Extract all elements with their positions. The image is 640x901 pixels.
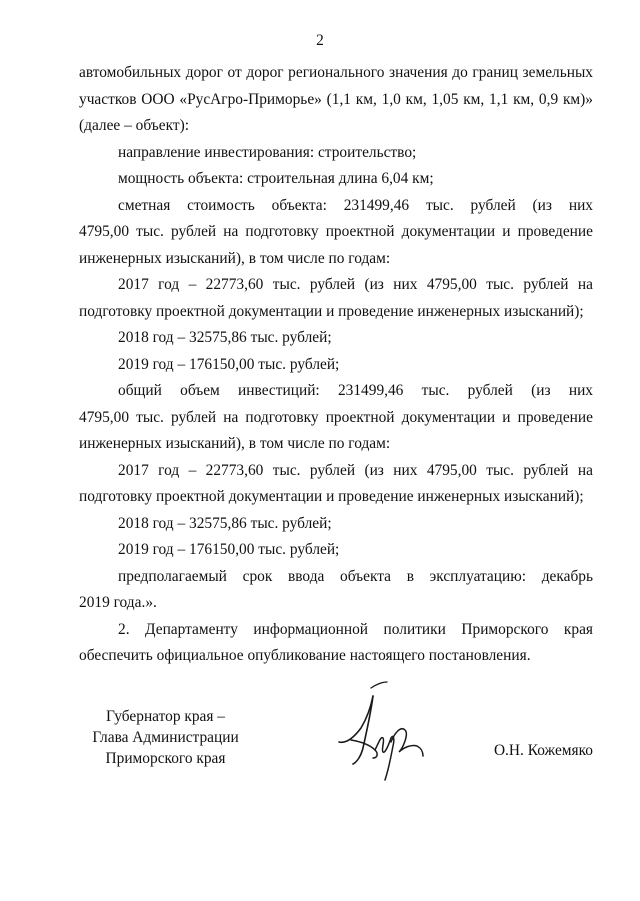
body-line: инженерных изысканий), в том числе по годам: — [79, 435, 391, 452]
signatory-title-line: Приморского края — [105, 750, 226, 767]
document-body — [79, 60, 593, 670]
body-line: подготовку проектной документации и проведение инженерных изысканий); — [79, 488, 584, 505]
body-line: инженерных изысканий), в том числе по годам: — [79, 249, 391, 267]
body-line: сметная стоимость объекта: 231499,46 тыс. рублей (из них — [118, 196, 593, 214]
page-number: 2 — [316, 32, 324, 49]
body-line: 2017 год – 22773,60 тыс. рублей (из них 4795,00 тыс. рублей на — [118, 461, 593, 479]
signatory-title-line: Глава Администрации — [92, 729, 239, 746]
body-line: автомобильных дорог от дорог регионального значения до границ земельных — [79, 64, 593, 81]
body-line: участков ООО «РусАгро-Приморье» (1,1 км, 1,0 км, 1,05 км, 1,1 км, 0,9 км)» — [79, 90, 593, 108]
body-line: 2017 год – 22773,60 тыс. рублей (из них 4795,00 тыс. рублей на — [118, 276, 593, 293]
handwritten-signature — [337, 678, 425, 786]
body-line: общий объем инвестиций: 231499,46 тыс. рублей (из них — [118, 382, 593, 399]
signatory-title-line: Губернатор края – — [105, 708, 225, 725]
body-line: 2. Департаменту информационной политики Приморского края — [118, 620, 593, 638]
body-line: 4795,00 тыс. рублей на подготовку проектной документации и проведение — [79, 223, 593, 240]
body-line: 4795,00 тыс. рублей на подготовку проектной документации и проведение — [79, 408, 593, 426]
body-line: 2019 года.». — [79, 594, 157, 611]
body-line: предполагаемый срок ввода объекта в эксплуатацию: декабрь — [118, 567, 593, 585]
signatory-title — [78, 706, 253, 769]
body-line: (далее – объект): — [79, 117, 189, 134]
body-line: обеспечить официальное опубликование настоящего постановления. — [79, 647, 531, 664]
body-line: направление инвестирования: строительство; — [118, 143, 417, 161]
body-line: 2018 год – 32575,86 тыс. рублей; — [118, 514, 332, 532]
signatory-name: О.Н. Кожемяко — [493, 742, 593, 759]
body-line: подготовку проектной документации и проведение инженерных изысканий); — [79, 302, 584, 320]
body-line: мощность объекта: строительная длина 6,04 км; — [118, 170, 434, 187]
body-line: 2019 год – 176150,00 тыс. рублей; — [118, 541, 340, 558]
body-line: 2018 год – 32575,86 тыс. рублей; — [118, 329, 332, 346]
body-line: 2019 год – 176150,00 тыс. рублей; — [118, 355, 340, 373]
